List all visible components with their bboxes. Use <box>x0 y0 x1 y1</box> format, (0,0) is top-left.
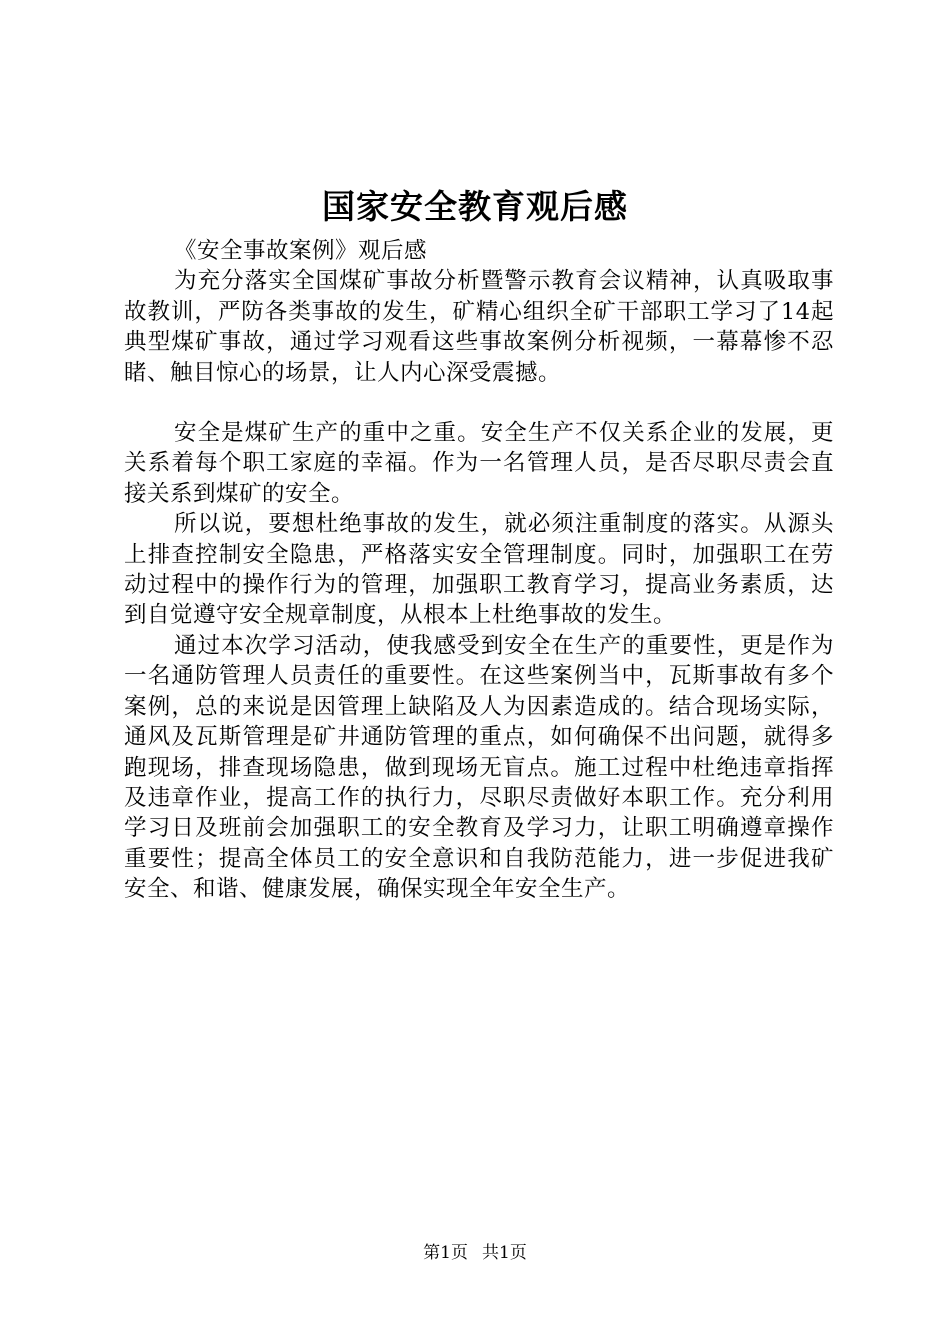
document-body <box>124 236 834 905</box>
paragraph-2: 安全是煤矿生产的重中之重。安全生产不仅关系企业的发展，更关系着每个职工家庭的幸福。作为一名管理人员，是否尽职尽责会直接关系到煤矿的安全。 <box>124 420 834 507</box>
page-footer <box>0 1241 950 1265</box>
document-subtitle: 《安全事故案例》观后感 <box>174 238 428 264</box>
page-number: 第1页 <box>423 1243 468 1263</box>
paragraph-spacer <box>124 388 834 418</box>
document-title: 国家安全教育观后感 <box>322 187 628 226</box>
paragraph-1: 为充分落实全国煤矿事故分析暨警示教育会议精神，认真吸取事故教训，严防各类事故的发生，矿精心组织全矿干部职工学习了14起典型煤矿事故，通过学习观看这些事故案例分析视频，一幕幕惨不忍睹、触目惊心的场景，让人内心深受震撼。 <box>124 268 834 386</box>
paragraph-3: 所以说，要想杜绝事故的发生，就必须注重制度的落实。从源头上排查控制安全隐患，严格落实安全管理制度。同时，加强职工在劳动过程中的操作行为的管理，加强职工教育学习，提高业务素质，达到自觉遵守安全规章制度，从根本上杜绝事故的发生。 <box>124 511 834 629</box>
paragraph-4: 通过本次学习活动，使我感受到安全在生产的重要性，更是作为一名通防管理人员责任的重要性。在这些案例当中，瓦斯事故有多个案例，总的来说是因管理上缺陷及人为因素造成的。结合现场实际，通风及瓦斯管理是矿井通防管理的重点，如何确保不出问题，就得多跑现场，排查现场隐患，做到现场无盲点。施工过程中杜绝违章指挥及违章作业，提高工作的执行力，尽职尽责做好本职工作。充分利用学习日及班前会加强职工的安全教育及学习力，让职工明确遵章操作重要性；提高全体员工的安全意识和自我防范能力，进一步促进我矿安全、和谐、健康发展，确保实现全年安全生产。 <box>124 632 834 903</box>
page-total: 共1页 <box>482 1243 527 1263</box>
